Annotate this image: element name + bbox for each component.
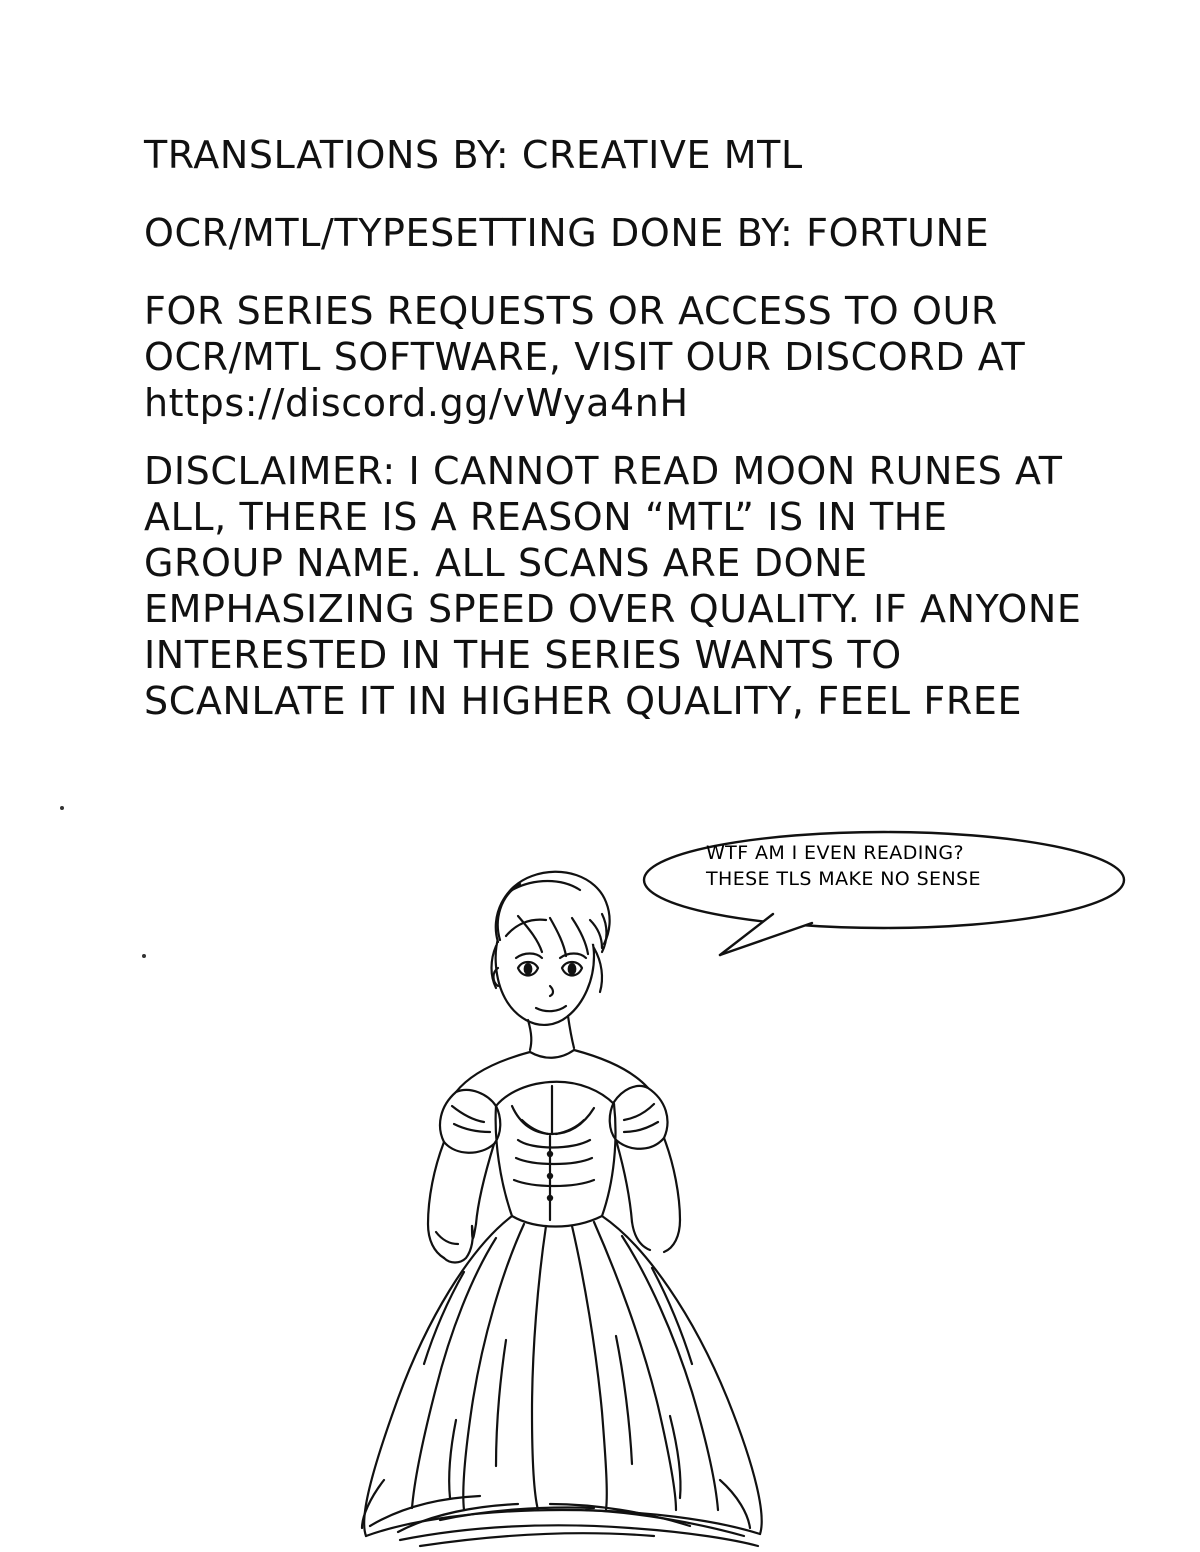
- page-speck: [142, 954, 146, 958]
- disclaimer-line-6: SCANLATE IT IN HIGHER QUALITY, FEEL FREE: [144, 679, 1023, 723]
- character-head: [492, 872, 610, 1058]
- series-requests-line-2: OCR/MTL SOFTWARE, VISIT OUR DISCORD AT: [144, 335, 1026, 379]
- disclaimer-line-1: DISCLAIMER: I CANNOT READ MOON RUNES AT: [144, 449, 1063, 493]
- character-arms: [428, 1138, 680, 1263]
- translations-credit-line: TRANSLATIONS BY: CREATIVE MTL: [144, 133, 803, 177]
- character-skirt: [362, 1216, 762, 1546]
- disclaimer-line-4: EMPHASIZING SPEED OVER QUALITY. IF ANYONE: [144, 587, 1082, 631]
- speech-bubble-text: [706, 840, 1046, 892]
- series-requests-note: [144, 288, 1124, 426]
- typesetting-credit-line: OCR/MTL/TYPESETTING DONE BY: FORTUNE: [144, 211, 990, 255]
- disclaimer-line-5: INTERESTED IN THE SERIES WANTS TO: [144, 633, 902, 677]
- disclaimer-line-2: ALL, THERE IS A REASON “MTL” IS IN THE: [144, 495, 948, 539]
- character-bodice: [440, 1050, 667, 1227]
- discord-link[interactable]: https://discord.gg/vWya4nH: [144, 381, 689, 425]
- page-speck: [60, 806, 64, 810]
- series-requests-line-1: FOR SERIES REQUESTS OR ACCESS TO OUR: [144, 289, 998, 333]
- typesetting-credit: [144, 210, 1124, 256]
- disclaimer-line-3: GROUP NAME. ALL SCANS ARE DONE: [144, 541, 868, 585]
- character-illustration: [250, 820, 1150, 1550]
- disclaimer-note: [144, 448, 1124, 724]
- credits-text-block: [144, 132, 1124, 756]
- speech-bubble-line-1: WTF AM I EVEN READING?: [706, 842, 964, 864]
- translations-credit: [144, 132, 1124, 178]
- speech-bubble-line-2: THESE TLS MAKE NO SENSE: [706, 868, 981, 890]
